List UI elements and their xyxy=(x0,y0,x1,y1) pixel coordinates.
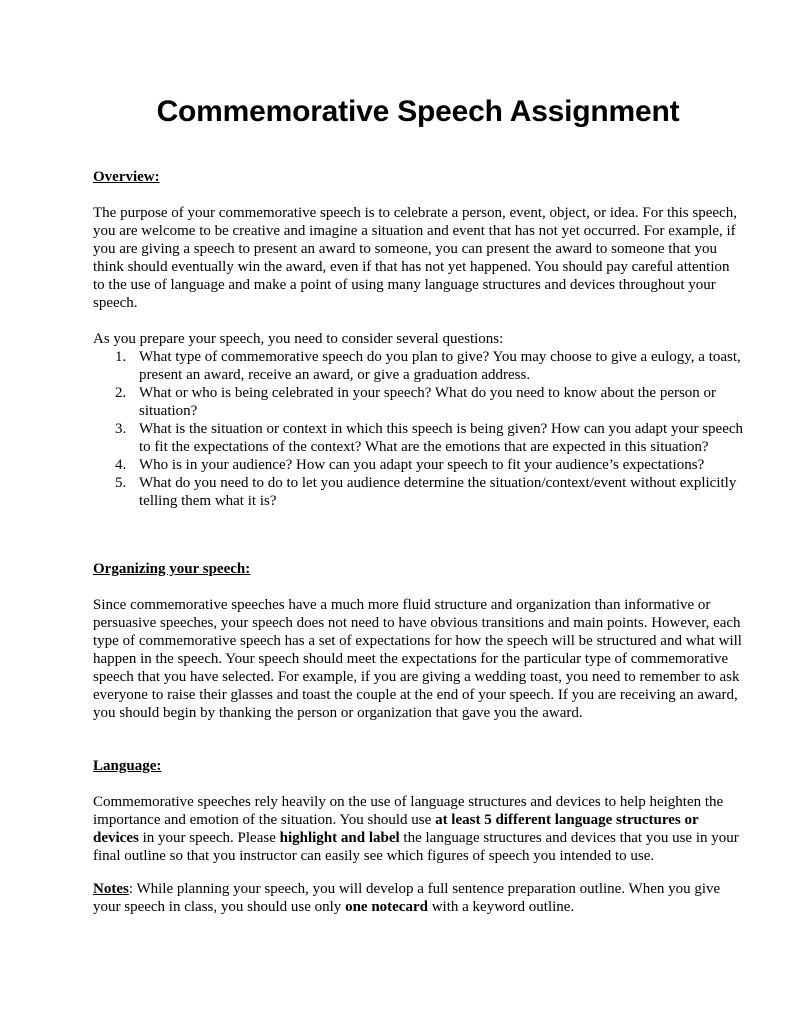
list-item xyxy=(115,420,744,456)
page-title: Commemorative Speech Assignment xyxy=(156,95,680,128)
list-item-text: What type of commemorative speech do you plan to give? You may choose to give a eulogy, a toast, present an award, receive an award, or give a graduation address. xyxy=(139,349,741,383)
list-item xyxy=(115,384,743,420)
notes-text-1: : While planning your speech, you will develop a full sentence preparation outline. When you give your speech in class, you should use only xyxy=(93,881,721,915)
language-text-2: in your speech. Please xyxy=(138,830,280,846)
language-emphasis-2: highlight and label xyxy=(279,830,400,846)
organizing-paragraph: Since commemorative speeches have a much more fluid structure and organization than informative or persuasive speeches, your speech does not need to have obvious transitions and main points. However, each type of commemorative speech has a set of expectations for how the speech will be structured and what will happen in the speech. Your speech should meet the expectations for the particular type of commemorative speech that you have selected. For example, if you are giving a wedding toast, you need to remember to ask everyone to raise their glasses and toast the couple at the end of your speech. If you are receiving an award, you should begin by thanking the person or organization that gave you the award. xyxy=(93,597,742,721)
notes-paragraph xyxy=(93,880,743,916)
language-text-1: Commemorative speeches rely heavily on the use of language structures and devices to help heighten the importance and emotion of the situation. You should use xyxy=(93,794,724,828)
list-item xyxy=(115,474,743,510)
language-heading: Language: xyxy=(93,758,162,774)
list-item-text: What is the situation or context in which this speech is being given? How can you adapt your speech to fit the expectations of the context? What are the emotions that are expected in this situation? xyxy=(139,421,744,455)
overview-paragraph: The purpose of your commemorative speech is to celebrate a person, event, object, or idea. For this speech, you are welcome to be creative and imagine a situation and event that has not yet occurred. For example, if you are giving a speech to present an award to someone, you can present the award to someone that you think should eventually win the award, even if that has not yet happened. You should pay careful attention to the use of language and make a point of using many language structures and devices throughout your speech. xyxy=(93,205,737,311)
list-item-number: 1. xyxy=(115,349,127,365)
organizing-section xyxy=(93,560,743,722)
list-item-text: What do you need to do to let you audience determine the situation/context/event without explicitly telling them what it is? xyxy=(139,475,737,509)
list-item-number: 4. xyxy=(115,457,127,473)
list-item xyxy=(115,456,743,474)
list-item-text: Who is in your audience? How can you adapt your speech to fit your audience’s expectations? xyxy=(139,457,705,473)
language-text-3: the language structures and devices that you use in your final outline so that you instructor can easily see which figures of speech you intended to use. xyxy=(93,830,739,864)
notes-text-2: with a keyword outline. xyxy=(427,899,575,915)
list-item-text: What or who is being celebrated in your speech? What do you need to know about the person or situation? xyxy=(139,385,717,419)
questions-intro: As you prepare your speech, you need to consider several questions: xyxy=(93,331,504,347)
language-emphasis-1: at least 5 different language structures or devices xyxy=(93,812,699,846)
notes-section xyxy=(93,880,743,916)
notes-label: Notes xyxy=(93,881,129,897)
list-item-number: 2. xyxy=(115,385,127,401)
list-item-number: 3. xyxy=(115,421,127,437)
overview-heading: Overview: xyxy=(93,169,160,185)
list-item-number: 5. xyxy=(115,475,127,491)
overview-section xyxy=(93,168,743,510)
organizing-heading: Organizing your speech: xyxy=(93,561,251,577)
list-item xyxy=(115,348,743,384)
questions-list xyxy=(93,348,743,510)
language-paragraph xyxy=(93,793,743,865)
notes-emphasis: one notecard xyxy=(345,899,428,915)
language-section xyxy=(93,757,743,865)
